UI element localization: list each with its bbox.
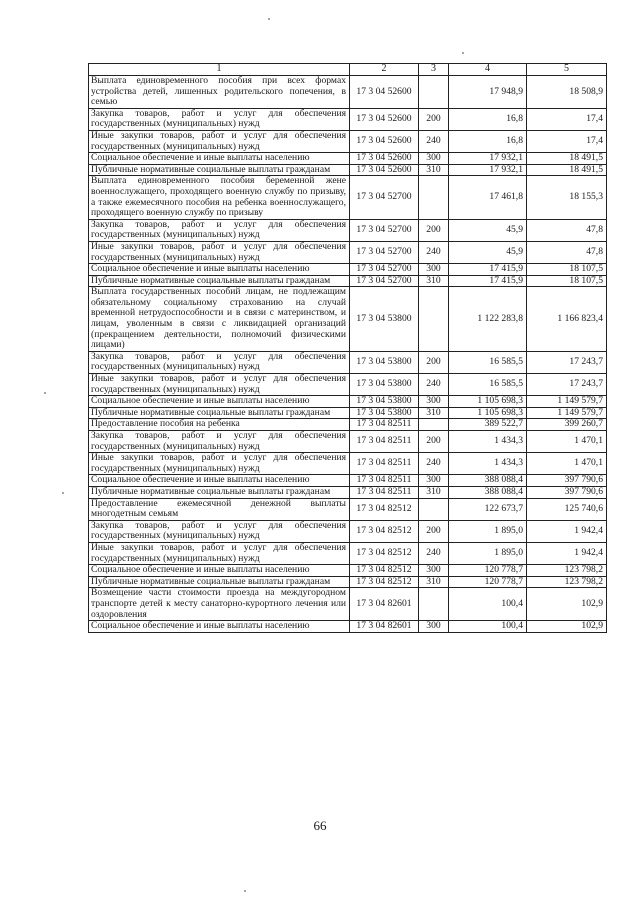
table-row bbox=[89, 164, 607, 176]
scan-speck bbox=[462, 52, 464, 54]
row-vr bbox=[419, 498, 449, 520]
row-value-year-1: 1 895,0 bbox=[449, 520, 527, 542]
row-name: Иные закупки товаров, работ и услуг для обеспечения государственных (муниципальных) нужд bbox=[89, 453, 350, 475]
row-code: 17 3 04 82511 bbox=[350, 475, 419, 487]
header-row bbox=[89, 64, 607, 76]
row-vr: 300 bbox=[419, 153, 449, 165]
row-vr: 300 bbox=[419, 396, 449, 408]
row-value-year-2: 123 798,2 bbox=[527, 565, 607, 577]
row-value-year-1: 1 434,3 bbox=[449, 453, 527, 475]
row-value-year-2: 17,4 bbox=[527, 108, 607, 130]
row-value-year-2: 102,9 bbox=[527, 621, 607, 633]
table-row bbox=[89, 264, 607, 276]
row-value-year-1: 17 415,9 bbox=[449, 264, 527, 276]
budget-table bbox=[88, 63, 607, 633]
table-row bbox=[89, 374, 607, 396]
row-name: Закупка товаров, работ и услуг для обеспечения государственных (муниципальных) нужд bbox=[89, 431, 350, 453]
row-name: Предоставление пособия на ребенка bbox=[89, 419, 350, 431]
scan-speck bbox=[44, 392, 46, 394]
row-value-year-1: 1 105 698,3 bbox=[449, 407, 527, 419]
table-row bbox=[89, 431, 607, 453]
row-value-year-2: 397 790,6 bbox=[527, 475, 607, 487]
row-value-year-1: 17 415,9 bbox=[449, 275, 527, 287]
row-code: 17 3 04 53800 bbox=[350, 351, 419, 373]
row-name: Публичные нормативные социальные выплаты гражданам bbox=[89, 164, 350, 176]
row-code: 17 3 04 52600 bbox=[350, 76, 419, 109]
row-value-year-1: 17 932,1 bbox=[449, 164, 527, 176]
row-vr: 300 bbox=[419, 565, 449, 577]
page-number: 66 bbox=[313, 818, 327, 833]
row-code: 17 3 04 52700 bbox=[350, 176, 419, 219]
row-code: 17 3 04 82512 bbox=[350, 498, 419, 520]
row-vr: 200 bbox=[419, 108, 449, 130]
row-name: Закупка товаров, работ и услуг для обеспечения государственных (муниципальных) нужд bbox=[89, 108, 350, 130]
row-name: Публичные нормативные социальные выплаты гражданам bbox=[89, 576, 350, 588]
row-code: 17 3 04 52700 bbox=[350, 219, 419, 241]
row-vr bbox=[419, 419, 449, 431]
table-row bbox=[89, 542, 607, 564]
table-body bbox=[89, 76, 607, 633]
row-value-year-1: 388 088,4 bbox=[449, 475, 527, 487]
row-vr: 240 bbox=[419, 130, 449, 152]
table-row bbox=[89, 275, 607, 287]
row-value-year-2: 17,4 bbox=[527, 130, 607, 152]
row-code: 17 3 04 53800 bbox=[350, 287, 419, 352]
table-row bbox=[89, 108, 607, 130]
row-name: Социальное обеспечение и иные выплаты населению bbox=[89, 396, 350, 408]
col-header-year-2: 5 bbox=[527, 64, 607, 76]
table-row bbox=[89, 486, 607, 498]
row-value-year-2: 17 243,7 bbox=[527, 351, 607, 373]
row-value-year-2: 18 107,5 bbox=[527, 264, 607, 276]
row-value-year-2: 18 491,5 bbox=[527, 153, 607, 165]
row-code: 17 3 04 82511 bbox=[350, 419, 419, 431]
row-name: Закупка товаров, работ и услуг для обеспечения государственных (муниципальных) нужд bbox=[89, 219, 350, 241]
row-code: 17 3 04 82512 bbox=[350, 565, 419, 577]
row-vr bbox=[419, 287, 449, 352]
table-row bbox=[89, 396, 607, 408]
row-value-year-2: 18 491,5 bbox=[527, 164, 607, 176]
row-name: Закупка товаров, работ и услуг для обеспечения государственных (муниципальных) нужд bbox=[89, 351, 350, 373]
table-row bbox=[89, 351, 607, 373]
row-vr: 310 bbox=[419, 486, 449, 498]
row-value-year-1: 45,9 bbox=[449, 219, 527, 241]
table-row bbox=[89, 520, 607, 542]
row-value-year-1: 1 434,3 bbox=[449, 431, 527, 453]
row-value-year-1: 122 673,7 bbox=[449, 498, 527, 520]
row-value-year-2: 125 740,6 bbox=[527, 498, 607, 520]
row-vr: 310 bbox=[419, 576, 449, 588]
table-row bbox=[89, 565, 607, 577]
row-name: Социальное обеспечение и иные выплаты населению bbox=[89, 475, 350, 487]
row-name: Социальное обеспечение и иные выплаты населению bbox=[89, 565, 350, 577]
scan-speck bbox=[62, 492, 64, 494]
row-vr: 200 bbox=[419, 520, 449, 542]
row-vr: 240 bbox=[419, 453, 449, 475]
row-value-year-2: 17 243,7 bbox=[527, 374, 607, 396]
row-code: 17 3 04 52700 bbox=[350, 241, 419, 263]
row-value-year-2: 47,8 bbox=[527, 241, 607, 263]
row-vr: 240 bbox=[419, 542, 449, 564]
row-value-year-1: 17 461,8 bbox=[449, 176, 527, 219]
col-header-code: 2 bbox=[350, 64, 419, 76]
row-vr bbox=[419, 76, 449, 109]
row-vr: 200 bbox=[419, 219, 449, 241]
row-code: 17 3 04 53800 bbox=[350, 396, 419, 408]
col-header-name: 1 bbox=[89, 64, 350, 76]
row-value-year-2: 397 790,6 bbox=[527, 486, 607, 498]
row-name: Выплата единовременного пособия при всех формах устройства детей, лишенных родительского попечения, в семью bbox=[89, 76, 350, 109]
row-value-year-2: 47,8 bbox=[527, 219, 607, 241]
table-row bbox=[89, 588, 607, 621]
row-code: 17 3 04 82601 bbox=[350, 621, 419, 633]
row-value-year-1: 17 932,1 bbox=[449, 153, 527, 165]
table-row bbox=[89, 130, 607, 152]
row-value-year-1: 45,9 bbox=[449, 241, 527, 263]
row-value-year-2: 1 470,1 bbox=[527, 453, 607, 475]
row-vr: 300 bbox=[419, 475, 449, 487]
row-value-year-2: 1 470,1 bbox=[527, 431, 607, 453]
row-vr: 310 bbox=[419, 275, 449, 287]
row-value-year-2: 1 942,4 bbox=[527, 542, 607, 564]
scan-speck bbox=[268, 18, 270, 20]
row-vr: 310 bbox=[419, 407, 449, 419]
row-vr: 240 bbox=[419, 374, 449, 396]
row-code: 17 3 04 53800 bbox=[350, 374, 419, 396]
table-row bbox=[89, 287, 607, 352]
row-value-year-1: 16,8 bbox=[449, 130, 527, 152]
row-value-year-2: 18 508,9 bbox=[527, 76, 607, 109]
row-value-year-1: 100,4 bbox=[449, 621, 527, 633]
row-value-year-1: 120 778,7 bbox=[449, 565, 527, 577]
table-row bbox=[89, 475, 607, 487]
col-header-year-1: 4 bbox=[449, 64, 527, 76]
row-value-year-1: 388 088,4 bbox=[449, 486, 527, 498]
row-value-year-1: 1 122 283,8 bbox=[449, 287, 527, 352]
row-vr: 300 bbox=[419, 264, 449, 276]
row-value-year-2: 102,9 bbox=[527, 588, 607, 621]
row-vr: 240 bbox=[419, 241, 449, 263]
row-code: 17 3 04 52600 bbox=[350, 130, 419, 152]
row-value-year-1: 120 778,7 bbox=[449, 576, 527, 588]
row-value-year-1: 17 948,9 bbox=[449, 76, 527, 109]
row-value-year-2: 399 260,7 bbox=[527, 419, 607, 431]
row-name: Возмещение части стоимости проезда на междугородном транспорте детей к месту санаторно-курортного лечения или оздоровления bbox=[89, 588, 350, 621]
table-row bbox=[89, 621, 607, 633]
table-row bbox=[89, 219, 607, 241]
row-name: Иные закупки товаров, работ и услуг для обеспечения государственных (муниципальных) нужд bbox=[89, 374, 350, 396]
row-value-year-2: 1 149 579,7 bbox=[527, 396, 607, 408]
row-name: Социальное обеспечение и иные выплаты населению bbox=[89, 621, 350, 633]
table-row bbox=[89, 576, 607, 588]
row-code: 17 3 04 52700 bbox=[350, 275, 419, 287]
row-code: 17 3 04 53800 bbox=[350, 407, 419, 419]
row-code: 17 3 04 82601 bbox=[350, 588, 419, 621]
row-name: Предоставление ежемесячной денежной выплаты многодетным семьям bbox=[89, 498, 350, 520]
row-code: 17 3 04 82512 bbox=[350, 576, 419, 588]
row-code: 17 3 04 52600 bbox=[350, 108, 419, 130]
row-name: Иные закупки товаров, работ и услуг для обеспечения государственных (муниципальных) нужд bbox=[89, 241, 350, 263]
row-code: 17 3 04 82511 bbox=[350, 486, 419, 498]
row-code: 17 3 04 82512 bbox=[350, 542, 419, 564]
row-value-year-2: 123 798,2 bbox=[527, 576, 607, 588]
row-value-year-2: 18 155,3 bbox=[527, 176, 607, 219]
row-value-year-1: 16 585,5 bbox=[449, 351, 527, 373]
row-value-year-2: 1 149 579,7 bbox=[527, 407, 607, 419]
row-code: 17 3 04 82512 bbox=[350, 520, 419, 542]
row-vr: 310 bbox=[419, 164, 449, 176]
table-row bbox=[89, 419, 607, 431]
row-value-year-1: 16 585,5 bbox=[449, 374, 527, 396]
table-row bbox=[89, 498, 607, 520]
row-code: 17 3 04 52700 bbox=[350, 264, 419, 276]
table-row bbox=[89, 453, 607, 475]
row-value-year-1: 1 895,0 bbox=[449, 542, 527, 564]
row-name: Выплата единовременного пособия беременной жене военнослужащего, проходящего военную службу по призыву, а также ежемесячного пособия на ребенка военнослужащего, проходящего военную службу по призыву bbox=[89, 176, 350, 219]
row-name: Публичные нормативные социальные выплаты гражданам bbox=[89, 275, 350, 287]
table-row bbox=[89, 153, 607, 165]
row-value-year-1: 389 522,7 bbox=[449, 419, 527, 431]
row-vr: 200 bbox=[419, 351, 449, 373]
table-row bbox=[89, 76, 607, 109]
row-vr bbox=[419, 588, 449, 621]
row-code: 17 3 04 82511 bbox=[350, 431, 419, 453]
row-value-year-1: 16,8 bbox=[449, 108, 527, 130]
table-row bbox=[89, 407, 607, 419]
row-code: 17 3 04 82511 bbox=[350, 453, 419, 475]
row-value-year-1: 1 105 698,3 bbox=[449, 396, 527, 408]
row-vr bbox=[419, 176, 449, 219]
row-value-year-2: 18 107,5 bbox=[527, 275, 607, 287]
row-name: Закупка товаров, работ и услуг для обеспечения государственных (муниципальных) нужд bbox=[89, 520, 350, 542]
row-name: Иные закупки товаров, работ и услуг для обеспечения государственных (муниципальных) нужд bbox=[89, 130, 350, 152]
row-name: Социальное обеспечение и иные выплаты населению bbox=[89, 153, 350, 165]
table-row bbox=[89, 176, 607, 219]
table-row bbox=[89, 241, 607, 263]
row-name: Публичные нормативные социальные выплаты гражданам bbox=[89, 486, 350, 498]
row-name: Выплата государственных пособий лицам, не подлежащим обязательному социальному страхованию на случай временной нетрудоспособности и в связи с материнством, и лицам, уволенным в связи с ликвидацией организаций (прекращением деятельности, полномочий физическими лицами) bbox=[89, 287, 350, 352]
row-vr: 200 bbox=[419, 431, 449, 453]
row-code: 17 3 04 52600 bbox=[350, 164, 419, 176]
scan-speck bbox=[244, 890, 246, 892]
row-value-year-1: 100,4 bbox=[449, 588, 527, 621]
row-value-year-2: 1 942,4 bbox=[527, 520, 607, 542]
col-header-vr: 3 bbox=[419, 64, 449, 76]
row-name: Публичные нормативные социальные выплаты гражданам bbox=[89, 407, 350, 419]
row-name: Иные закупки товаров, работ и услуг для обеспечения государственных (муниципальных) нужд bbox=[89, 542, 350, 564]
row-vr: 300 bbox=[419, 621, 449, 633]
row-code: 17 3 04 52600 bbox=[350, 153, 419, 165]
row-value-year-2: 1 166 823,4 bbox=[527, 287, 607, 352]
row-name: Социальное обеспечение и иные выплаты населению bbox=[89, 264, 350, 276]
